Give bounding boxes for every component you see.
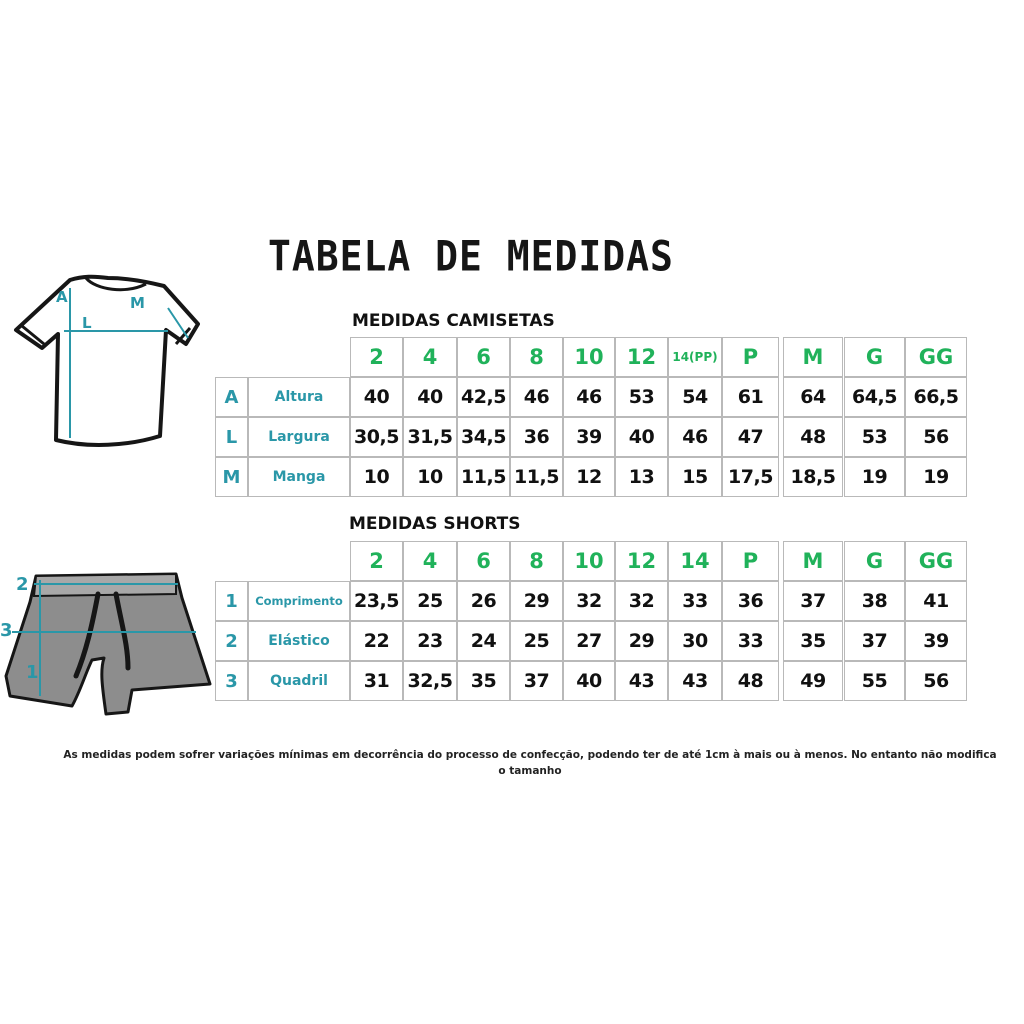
table-cell: 47 xyxy=(722,417,779,457)
shirt-label-a: A xyxy=(56,288,68,306)
table-cell: 49 xyxy=(783,661,843,701)
table-cell: 43 xyxy=(615,661,668,701)
table-cell: 48 xyxy=(783,417,843,457)
table-cell: 18,5 xyxy=(783,457,843,497)
table-cell: 29 xyxy=(510,581,563,621)
table-cell: 23 xyxy=(403,621,457,661)
size-header: GG xyxy=(905,337,967,377)
table-cell: 32,5 xyxy=(403,661,457,701)
table-cell: 40 xyxy=(403,377,457,417)
table-cell: 41 xyxy=(905,581,967,621)
page-title: TABELA DE MEDIDAS xyxy=(268,232,674,281)
table-cell: 17,5 xyxy=(722,457,779,497)
table-cell: 30,5 xyxy=(350,417,403,457)
shorts-label-2: 2 xyxy=(16,574,29,595)
table-cell: 38 xyxy=(844,581,905,621)
table-cell: 40 xyxy=(563,661,615,701)
row-key: A xyxy=(215,377,248,417)
table-cell: 15 xyxy=(668,457,722,497)
table-cell: 64 xyxy=(783,377,843,417)
size-header: 4 xyxy=(403,541,457,581)
size-header: 10 xyxy=(563,337,615,377)
table-cell: 64,5 xyxy=(844,377,905,417)
table-cell: 43 xyxy=(668,661,722,701)
size-header: 12 xyxy=(615,541,668,581)
row-label: Elástico xyxy=(248,621,350,661)
table-cell: 31 xyxy=(350,661,403,701)
table-cell: 27 xyxy=(563,621,615,661)
shorts-label-3: 3 xyxy=(0,620,13,641)
shorts-icon xyxy=(0,566,220,716)
table-cell: 55 xyxy=(844,661,905,701)
table-cell: 22 xyxy=(350,621,403,661)
table-cell: 53 xyxy=(844,417,905,457)
table-cell: 19 xyxy=(844,457,905,497)
shorts-table-title: MEDIDAS SHORTS xyxy=(349,514,521,534)
table-cell: 25 xyxy=(510,621,563,661)
table-cell: 37 xyxy=(783,581,843,621)
table-cell: 54 xyxy=(668,377,722,417)
size-header: 8 xyxy=(510,337,563,377)
table-cell: 36 xyxy=(722,581,779,621)
table-cell: 12 xyxy=(563,457,615,497)
size-header: 8 xyxy=(510,541,563,581)
size-header: 10 xyxy=(563,541,615,581)
size-header: P xyxy=(722,337,779,377)
size-header: 14(PP) xyxy=(668,337,722,377)
table-cell: 31,5 xyxy=(403,417,457,457)
table-cell: 40 xyxy=(615,417,668,457)
table-cell: 40 xyxy=(350,377,403,417)
table-cell: 39 xyxy=(905,621,967,661)
table-cell: 53 xyxy=(615,377,668,417)
table-cell: 11,5 xyxy=(457,457,510,497)
table-cell: 25 xyxy=(403,581,457,621)
row-label: Largura xyxy=(248,417,350,457)
row-label: Altura xyxy=(248,377,350,417)
row-label: Comprimento xyxy=(248,581,350,621)
table-cell: 23,5 xyxy=(350,581,403,621)
size-header: 14 xyxy=(668,541,722,581)
row-key: 2 xyxy=(215,621,248,661)
size-header: M xyxy=(783,541,843,581)
table-cell: 48 xyxy=(722,661,779,701)
size-header: 2 xyxy=(350,337,403,377)
table-cell: 26 xyxy=(457,581,510,621)
tshirt-icon xyxy=(8,268,218,458)
table-cell: 46 xyxy=(563,377,615,417)
table-cell: 61 xyxy=(722,377,779,417)
table-cell: 33 xyxy=(722,621,779,661)
table-cell: 66,5 xyxy=(905,377,967,417)
camisetas-table-title: MEDIDAS CAMISETAS xyxy=(352,311,555,331)
table-cell: 24 xyxy=(457,621,510,661)
row-label: Quadril xyxy=(248,661,350,701)
size-header: P xyxy=(722,541,779,581)
shirt-label-m: M xyxy=(130,294,145,312)
table-cell: 56 xyxy=(905,661,967,701)
footnote: As medidas podem sofrer variações mínimas em decorrência do processo de confecção, podendo ter de até 1cm à mais ou à menos. No entanto não modifica o tamanho xyxy=(63,749,997,777)
size-header: 2 xyxy=(350,541,403,581)
size-header: GG xyxy=(905,541,967,581)
table-cell: 37 xyxy=(844,621,905,661)
size-header: 6 xyxy=(457,541,510,581)
table-cell: 37 xyxy=(510,661,563,701)
table-cell: 39 xyxy=(563,417,615,457)
table-cell: 32 xyxy=(563,581,615,621)
table-cell: 36 xyxy=(510,417,563,457)
size-header: G xyxy=(844,337,905,377)
table-cell: 42,5 xyxy=(457,377,510,417)
table-cell: 34,5 xyxy=(457,417,510,457)
table-cell: 46 xyxy=(668,417,722,457)
table-cell: 56 xyxy=(905,417,967,457)
table-cell: 30 xyxy=(668,621,722,661)
shirt-label-l: L xyxy=(82,314,92,332)
table-cell: 10 xyxy=(403,457,457,497)
table-cell: 10 xyxy=(350,457,403,497)
table-cell: 11,5 xyxy=(510,457,563,497)
size-header: M xyxy=(783,337,843,377)
shorts-label-1: 1 xyxy=(26,662,39,683)
row-key: M xyxy=(215,457,248,497)
row-key: L xyxy=(215,417,248,457)
table-cell: 19 xyxy=(905,457,967,497)
size-header: 6 xyxy=(457,337,510,377)
table-cell: 33 xyxy=(668,581,722,621)
size-header: G xyxy=(844,541,905,581)
table-cell: 32 xyxy=(615,581,668,621)
size-header: 12 xyxy=(615,337,668,377)
row-key: 3 xyxy=(215,661,248,701)
table-cell: 46 xyxy=(510,377,563,417)
table-cell: 35 xyxy=(457,661,510,701)
row-key: 1 xyxy=(215,581,248,621)
size-header: 4 xyxy=(403,337,457,377)
table-cell: 29 xyxy=(615,621,668,661)
table-cell: 13 xyxy=(615,457,668,497)
row-label: Manga xyxy=(248,457,350,497)
table-cell: 35 xyxy=(783,621,843,661)
